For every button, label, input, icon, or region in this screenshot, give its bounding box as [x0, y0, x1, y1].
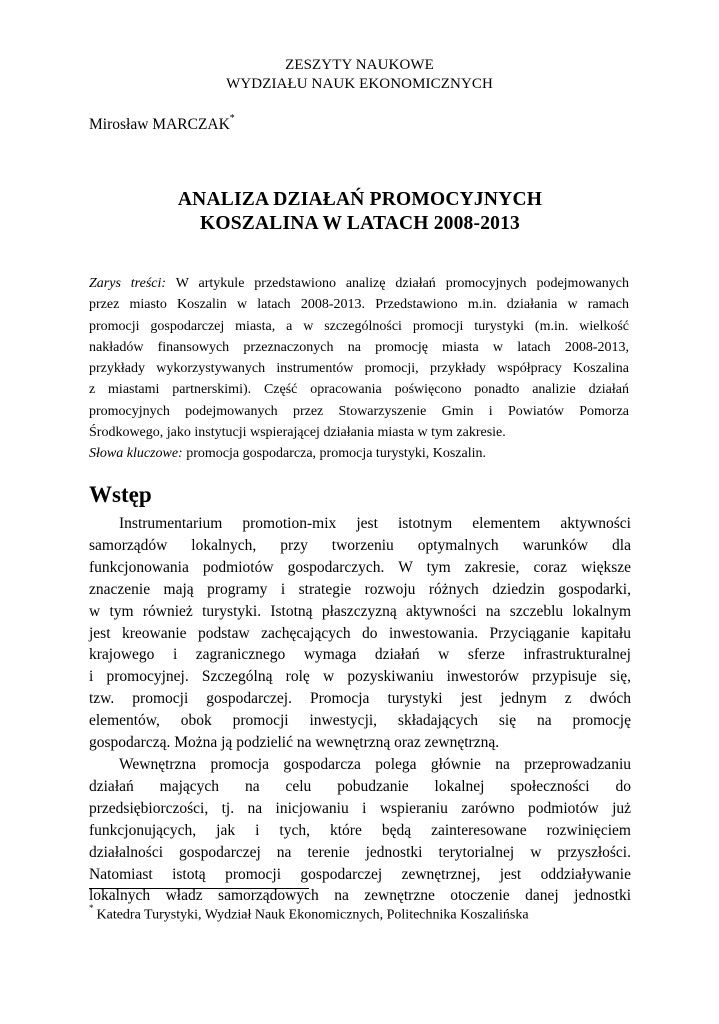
- paragraph1-line: samorządów lokalnych, przy tworzeniu optymalnych warunków dla: [89, 536, 631, 554]
- article-title-line1: ANALIZA DZIAŁAŃ PROMOCYJNYCH: [177, 189, 543, 210]
- paragraph2-line: działań mających na celu pobudzanie lokalnej społeczności do: [89, 777, 631, 795]
- keywords-line: [89, 443, 629, 464]
- paragraph1-line: jest kreowanie podstaw zachęcających do inwestowania. Przyciąganie kapitału: [89, 624, 631, 642]
- footnote-text: Katedra Turystyki, Wydział Nauk Ekonomicznych, Politechnika Koszalińska: [96, 907, 529, 923]
- paragraph1-line: Instrumentarium promotion-mix jest istotnym elementem aktywności: [119, 515, 631, 532]
- author-line: [89, 111, 235, 135]
- abstract-line: Zarys treści: W artykule przedstawiono analizę działań promocyjnych podejmowanych: [89, 276, 629, 291]
- paragraph2-line: Natomiast istotą promocji gospodarczej zewnętrznej, jest oddziaływanie: [89, 865, 631, 883]
- abstract-line: z miastami partnerskimi). Część opracowania poświęcono ponadto analizie działań: [89, 382, 629, 398]
- paragraph2-line: Wewnętrzna promocja gospodarcza polega głównie na przeprowadzaniu: [119, 755, 631, 773]
- paragraph1-line: i promocyjnej. Szczególną rolę w pozyskiwaniu inwestorów przypisuje się,: [89, 668, 631, 686]
- abstract-line: Środkowego, jako instytucji wspierającej działania miasta w tym zakresie.: [89, 425, 506, 441]
- journal-name-line1: ZESZYTY NAUKOWE: [285, 57, 434, 73]
- paragraph1-line: znaczenie mają programy i strategie rozwoju różnych dziedzin gospodarki,: [89, 580, 631, 598]
- footnote: [89, 901, 529, 925]
- abstract-line: nakładów finansowych przeznaczonych na promocję miasta w latach 2008-2013,: [89, 339, 629, 355]
- footnote-marker: *: [89, 903, 94, 913]
- paragraph1-line: gospodarczą. Można ją podzielić na wewnętrzną oraz zewnętrzną.: [89, 734, 500, 752]
- paragraph1-line: krajowego i zagranicznego wymaga działań w sferze infrastrukturalnej: [89, 646, 631, 664]
- paragraph2-line: funkcjonujących, jak i tych, które będą zainteresowane rozwinięciem: [89, 821, 631, 839]
- journal-name-line2: WYDZIAŁU NAUK EKONOMICZNYCH: [226, 76, 493, 92]
- author-footnote-marker: *: [229, 113, 235, 124]
- paragraph2-line: lokalnych władz samorządowych na zewnętrzne otoczenie danej jednostki: [89, 887, 631, 905]
- abstract-line: promocyjnych podejmowanych przez Stowarzyszenie Gmin i Powiatów Pomorza: [89, 403, 629, 419]
- abstract-line: przez miasto Koszalin w latach 2008-2013. Przedstawiono m.in. działania w ramach: [89, 297, 629, 313]
- paragraph1-line: elementów, obok promocji inwestycji, składających się na promocję: [89, 712, 631, 730]
- paragraph1-line: w tym również turystyki. Istotną płaszczyzną aktywności na szczeblu lokalnym: [89, 602, 631, 620]
- abstract-line: promocji gospodarczej miasta, a w szczególności promocji turystyki (m.in. wielkość: [89, 318, 629, 334]
- keywords-label: Słowa kluczowe:: [89, 446, 183, 462]
- abstract-line: przykłady wykorzystywanych instrumentów promocji, przykłady współpracy Koszalina: [89, 361, 629, 377]
- body-text: [89, 513, 631, 907]
- abstract-label: Zarys treści:: [89, 276, 167, 291]
- keywords-text: promocja gospodarcza, promocja turystyki, Koszalin.: [182, 446, 486, 462]
- paragraph1-line: tzw. promocji gospodarczej. Promocja turystyki jest jednym z dwóch: [89, 690, 631, 708]
- paragraph1-line: funkcjonowania podmiotów gospodarczych. W tym zakresie, coraz większe: [89, 558, 631, 576]
- paragraph2-line: przedsiębiorczości, tj. na inicjowaniu i wspieraniu zarówno podmiotów już: [89, 799, 631, 817]
- paragraph2-line: działalności gospodarczej na terenie jednostki terytorialnej w przyszłości.: [89, 843, 631, 861]
- footnote-divider: [89, 888, 309, 889]
- author-name: Mirosław MARCZAK: [89, 116, 230, 134]
- article-title-line2: KOSZALINA W LATACH 2008-2013: [200, 213, 520, 234]
- abstract: [89, 273, 629, 465]
- section-heading: Wstęp: [89, 482, 152, 507]
